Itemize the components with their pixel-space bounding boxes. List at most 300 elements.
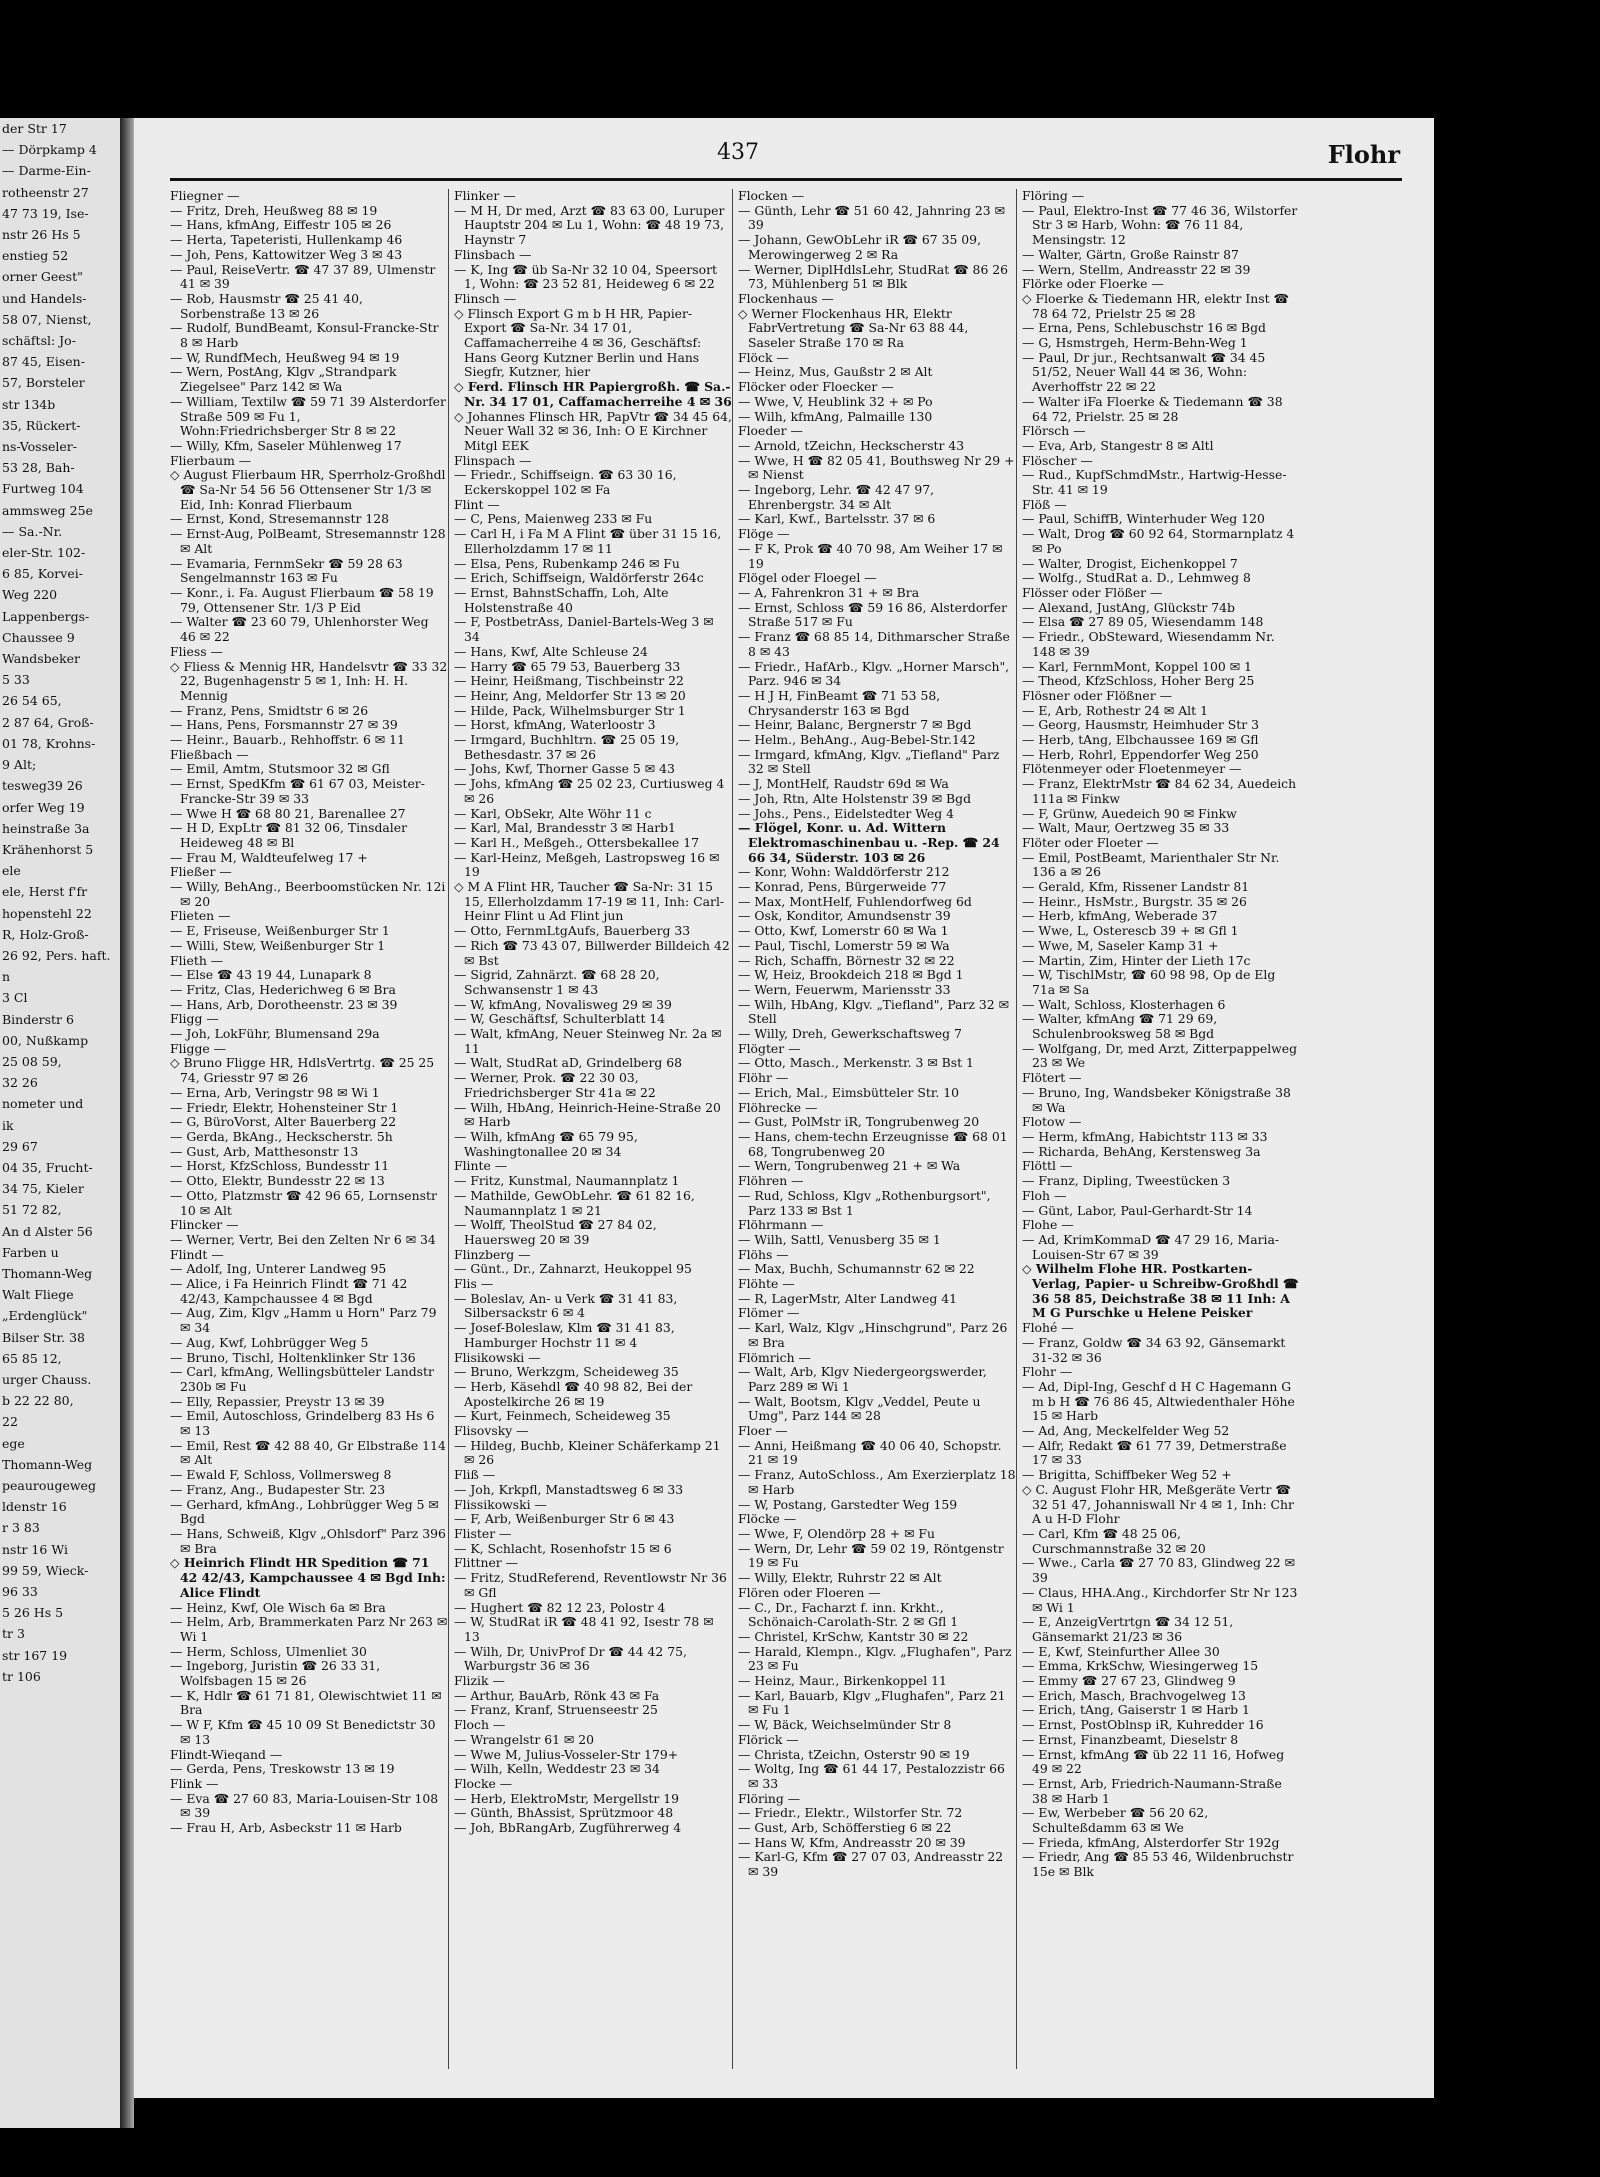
directory-entry: — W, Geschäftsf, Schulterblatt 14 <box>454 1011 666 1027</box>
surname-heading: Flieten — <box>170 908 231 924</box>
margin-fragment: 26 54 65, <box>2 693 62 709</box>
directory-entry: — Walter, kfmAng ☎ 71 29 69, Schulenbrooksweg 58 ✉ Bgd <box>1022 1011 1218 1042</box>
surname-heading: Flinspach — <box>454 452 532 468</box>
directory-entry: — Paul, ReiseVertr. ☎ 47 37 89, Ulmenstr 41 ✉ 39 <box>170 261 436 292</box>
margin-fragment: ammsweg 25e <box>2 502 93 518</box>
directory-entry: — Wwe, L, Osterescb 39 + ✉ Gfl 1 <box>1022 923 1239 939</box>
directory-entry: — Rud., KupfSchmdMstr., Hartwig-Hesse-Str. 41 ✉ 19 <box>1022 467 1287 498</box>
directory-entry: — Willy, BehAng., Beerboomstücken Nr. 12i ✉ 20 <box>170 879 446 909</box>
directory-entry: — Wolfgang, Dr, med Arzt, Zitterpappelweg 23 ✉ We <box>1022 1040 1298 1071</box>
directory-entry: — Wwe., Carla ☎ 27 70 83, Glindweg 22 ✉ 39 <box>1022 1555 1295 1586</box>
directory-entry: — Frau H, Arb, Asbeckstr 11 ✉ Harb <box>170 1820 402 1836</box>
directory-entry: — Heinr, Heißmang, Tischbeinstr 22 <box>454 673 684 689</box>
surname-heading: Flockenhaus — <box>738 290 834 306</box>
surname-heading: Flöcke — <box>738 1511 797 1527</box>
directory-entry: — Ew, Werbeber ☎ 56 20 62, Schulteßdamm 63 ✉ We <box>1022 1805 1209 1836</box>
margin-fragment: nstr 16 Wi <box>2 1541 68 1557</box>
surname-heading: Flohe — <box>1022 1217 1074 1233</box>
margin-fragment: — Sa.-Nr. <box>2 523 63 539</box>
directory-entry: — Ad, Dipl-Ing, Geschf d H C Hagemann G m b H ☎ 76 86 45, Altwiedenthaler Höhe 15 ✉ Harb <box>1022 1378 1295 1424</box>
directory-entry: — Franz, Ang., Budapester Str. 23 <box>170 1481 386 1497</box>
directory-entry: ◇ Flinsch Export G m b H HR, Papier-Export ☎ Sa-Nr. 34 17 01, Caffamacherreihe 4 ✉ 36, Geschäftsf: Hans Georg Kutzner Berlin und Hans Siegfr, Kutzner, hier <box>454 305 702 380</box>
directory-entry: — F, PostbetrAss, Daniel-Bartels-Weg 3 ✉ 34 <box>454 614 714 645</box>
directory-entry: ◇ Heinrich Flindt HR Spedition ☎ 71 42 42/43, Kampchaussee 4 ✉ Bgd Inh: Alice Flindt <box>170 1555 446 1600</box>
directory-entry: — J, MontHelf, Raudstr 69d ✉ Wa <box>738 776 949 792</box>
directory-entry: — Günth, BhAssist, Sprützmoor 48 <box>454 1805 674 1821</box>
directory-entry: — Erich, tAng, Gaiserstr 1 ✉ Harb 1 <box>1022 1702 1250 1718</box>
margin-fragment: 04 35, Frucht- <box>2 1159 93 1175</box>
directory-entry: — Ad, Ang, Meckelfelder Weg 52 <box>1022 1423 1230 1439</box>
margin-fragment: ege <box>2 1435 25 1451</box>
surname-heading: Flörke oder Floerke — <box>1022 276 1164 292</box>
directory-entry: — Ernst, PostOblnsp iR, Kuhredder 16 <box>1022 1717 1264 1733</box>
margin-fragment: 34 75, Kieler <box>2 1181 84 1197</box>
directory-entry: — Hildeg, Buchb, Kleiner Schäferkamp 21 ✉ 26 <box>454 1437 721 1468</box>
surname-heading: Fliegner — <box>170 189 240 203</box>
directory-entry: — Christel, KrSchw, Kantstr 30 ✉ 22 <box>738 1628 969 1644</box>
directory-entry: — Herb, Käsehdl ☎ 40 98 82, Bei der Apostelkirche 26 ✉ 19 <box>454 1378 693 1409</box>
directory-entry: — Otto, Kwf, Lomerstr 60 ✉ Wa 1 <box>738 923 949 939</box>
margin-fragment: 96 33 <box>2 1584 38 1600</box>
margin-fragment: ik <box>2 1117 14 1133</box>
directory-entry: — Helm, Arb, Brammerkaten Parz Nr 263 ✉ Wi 1 <box>170 1614 448 1644</box>
directory-entry: — Hans, Pens, Forsmannstr 27 ✉ 39 <box>170 717 398 733</box>
margin-fragment: 29 67 <box>2 1138 38 1154</box>
directory-entry: — Fritz, StudReferend, Reventlowstr Nr 36 ✉ Gfl <box>454 1570 727 1600</box>
surname-heading: Flöhrmann — <box>738 1217 824 1233</box>
directory-entry: — E, Friseuse, Weißenburger Str 1 <box>170 923 390 939</box>
directory-entry: — Wrangelstr 61 ✉ 20 <box>454 1731 595 1747</box>
surname-heading: Floeder — <box>738 423 803 439</box>
directory-entry: — Eva ☎ 27 60 83, Maria-Louisen-Str 108 ✉ 39 <box>170 1790 439 1821</box>
margin-fragment: 25 08 59, <box>2 1053 62 1069</box>
margin-fragment: 35, Rückert- <box>2 417 81 433</box>
directory-entry: — Franz, AutoSchloss., Am Exerzierplatz 18 ✉ Harb <box>738 1467 1016 1497</box>
margin-fragment: Binderstr 6 <box>2 1011 74 1027</box>
directory-entry: — Ingeborg, Juristin ☎ 26 33 31, Wolfsbagen 15 ✉ 26 <box>170 1658 381 1689</box>
directory-entry: ◇ Fliess & Mennig HR, Handelsvtr ☎ 33 32 22, Bugenhagenstr 5 ✉ 1, Inh: H. H. Mennig <box>170 658 448 703</box>
directory-entry: — Irmgard, kfmAng, Klgv. „Tiefland" Parz 32 ✉ Stell <box>738 746 1000 777</box>
margin-fragment: R, Holz-Groß- <box>2 926 89 942</box>
directory-entry: — C, Pens, Maienweg 233 ✉ Fu <box>454 511 653 527</box>
directory-entry: — Joh, Rtn, Alte Holstenstr 39 ✉ Bgd <box>738 790 972 806</box>
directory-entry: ◇ Wilhelm Flohe HR. Postkarten-Verlag, Papier- u Schreibw-Großhdl ☎ 36 58 85, Deichstraße 38 ✉ 11 Inh: A M G Purschke u Helene Peisker <box>1022 1261 1299 1321</box>
surname-heading: Flöck — <box>738 349 789 365</box>
directory-entry: — Carl, kfmAng, Wellingsbütteler Landstr 230b ✉ Fu <box>170 1364 434 1394</box>
directory-entry: — Wern, Feuerwm, Mariensstr 33 <box>738 981 951 997</box>
margin-fragment: eler-Str. 102- <box>2 545 86 561</box>
directory-entry: — Paul, Tischl, Lomerstr 59 ✉ Wa <box>738 937 950 953</box>
directory-entry: — Ernst, Schloss ☎ 59 16 86, Alsterdorfer Straße 517 ✉ Fu <box>738 599 1008 630</box>
directory-entry: — Alice, i Fa Heinrich Flindt ☎ 71 42 42/43, Kampchaussee 4 ✉ Bgd <box>170 1276 408 1306</box>
directory-entry: — Hilde, Pack, Wilhelmsburger Str 1 <box>454 702 686 718</box>
directory-entry: — K, Ing ☎ üb Sa-Nr 32 10 04, Speersort 1, Wohn: ☎ 23 52 81, Heideweg 6 ✉ 22 <box>454 261 717 292</box>
directory-entry: — Franz, Dipling, Tweestücken 3 <box>1022 1173 1231 1189</box>
directory-entry: — K, Schlacht, Rosenhofstr 15 ✉ 6 <box>454 1540 672 1556</box>
surname-heading: Flösser oder Flößer — <box>1022 584 1163 600</box>
directory-entry: — G, BüroVorst, Alter Bauerberg 22 <box>170 1114 397 1130</box>
directory-entry: — Friedr, Elektr, Hohensteiner Str 1 <box>170 1099 399 1115</box>
directory-entry: — Boleslav, An- u Verk ☎ 31 41 83, Silbersackstr 6 ✉ 4 <box>454 1290 678 1321</box>
surname-heading: Flohé — <box>1022 1320 1074 1336</box>
directory-entry: — W, TischlMstr, ☎ 60 98 98, Op de Elg 71a ✉ Sa <box>1022 967 1276 997</box>
directory-entry: — Herta, Tapeteristi, Hullenkamp 46 <box>170 232 403 248</box>
directory-entry: — Wilh, Sattl, Venusberg 35 ✉ 1 <box>738 1231 941 1247</box>
directory-entry: — Arthur, BauArb, Rönk 43 ✉ Fa <box>454 1687 660 1703</box>
margin-fragment: 47 73 19, Ise- <box>2 205 89 221</box>
margin-fragment: 51 72 82, <box>2 1202 62 1218</box>
directory-entry: — Konr, Wohn: Walddörferstr 212 <box>738 864 950 880</box>
directory-entry: — Irmgard, Buchhltrn. ☎ 25 05 19, Bethesdastr. 37 ✉ 26 <box>454 732 680 762</box>
margin-fragment: orfer Weg 19 <box>2 799 85 815</box>
directory-entry: — Richarda, BehAng, Kerstensweg 3a <box>1022 1143 1261 1159</box>
directory-entry: — Evamaria, FernmSekr ☎ 59 28 63 Sengelmannstr 163 ✉ Fu <box>170 555 403 586</box>
margin-fragment: rotheenstr 27 <box>2 184 89 200</box>
margin-fragment: tr 3 <box>2 1626 25 1642</box>
directory-entry: — Hans, chem-techn Erzeugnisse ☎ 68 01 68, Tongrubenweg 20 <box>738 1129 1008 1159</box>
directory-entry: — Franz, ElektrMstr ☎ 84 62 34, Auedeich 111a ✉ Finkw <box>1022 776 1297 806</box>
margin-fragment: 01 78, Krohns- <box>2 735 96 751</box>
directory-entry: — Ernst, Kond, Stresemannstr 128 <box>170 511 390 527</box>
surname-heading: Flittner — <box>454 1555 519 1571</box>
margin-fragment: 58 07, Nienst, <box>2 311 92 327</box>
margin-fragment: nstr 26 Hs 5 <box>2 227 81 243</box>
directory-entry: — Werner, Vertr, Bei den Zelten Nr 6 ✉ 34 <box>170 1231 436 1247</box>
margin-fragment: str 167 19 <box>2 1647 68 1663</box>
directory-entry: — Claus, HHA.Ang., Kirchdorfer Str Nr 123 ✉ Wi 1 <box>1022 1584 1298 1615</box>
directory-entry: ◇ Johannes Flinsch HR, PapVtr ☎ 34 45 64, Neuer Wall 32 ✉ 36, Inh: O E Kirchner Mitgl EEK <box>454 408 732 453</box>
directory-entry: — Helm., BehAng., Aug-Bebel-Str.142 <box>738 732 976 748</box>
directory-entry: — Herm, Schloss, Ulmenliet 30 <box>170 1643 367 1659</box>
surname-heading: Flotow — <box>1022 1114 1082 1130</box>
directory-entry: — Rud, Schloss, Klgv „Rothenburgsort", Parz 133 ✉ Bst 1 <box>738 1187 991 1218</box>
margin-fragment: 32 26 <box>2 1075 38 1091</box>
directory-entry: — Heinz, Mus, Gaußstr 2 ✉ Alt <box>738 364 933 380</box>
directory-entry: — Wilh, kfmAng ☎ 65 79 95, Washingtonallee 20 ✉ 34 <box>454 1129 638 1159</box>
directory-entry: — Werner, DiplHdlsLehr, StudRat ☎ 86 26 73, Mühlenberg 51 ✉ Blk <box>738 261 1009 292</box>
directory-entry: — Ernst, Arb, Friedrich-Naumann-Straße 38 ✉ Harb 1 <box>1022 1775 1282 1806</box>
directory-entry: — Karl-G, Kfm ☎ 27 07 03, Andreasstr 22 ✉ 39 <box>738 1849 1004 1880</box>
directory-entry: — Frau M, Waldteufelweg 17 + <box>170 849 368 865</box>
directory-entry: — F, Arb, Weißenburger Str 6 ✉ 43 <box>454 1511 675 1527</box>
surname-heading: Flöhte — <box>738 1276 795 1292</box>
margin-fragment: — Dörpkamp 4 <box>2 142 97 158</box>
directory-entry: — Paul, Dr jur., Rechtsanwalt ☎ 34 45 51/52, Neuer Wall 44 ✉ 36, Wohn: Averhoffstr 22 ✉ 22 <box>1022 349 1266 395</box>
surname-heading: Flindt-Wieqand — <box>170 1746 283 1762</box>
directory-entry: — Karl, Kwf., Bartelsstr. 37 ✉ 6 <box>738 511 936 527</box>
directory-entry: — Wern, PostAng, Klgv „Strandpark Ziegelsee" Parz 142 ✉ Wa <box>170 364 397 395</box>
directory-entry: — Johs., Pens., Eidelstedter Weg 4 <box>738 805 955 821</box>
directory-entry: — Brigitta, Schiffbeker Weg 52 + <box>1022 1467 1232 1483</box>
directory-entry: — Johs, kfmAng ☎ 25 02 23, Curtiusweg 4 ✉ 26 <box>454 776 725 806</box>
directory-entry: — Emil, Autoschloss, Grindelberg 83 Hs 6 ✉ 13 <box>170 1408 435 1439</box>
directory-entry: — Rudolf, BundBeamt, Konsul-Francke-Str 8 ✉ Harb <box>170 320 439 351</box>
margin-fragment: 99 59, Wieck- <box>2 1562 89 1578</box>
directory-entry: — Walter iFa Floerke & Tiedemann ☎ 38 64 72, Prielstr. 25 ✉ 28 <box>1022 393 1283 424</box>
page-number: 437 <box>717 140 759 165</box>
directory-entry: — Heinr, Ang, Meldorfer Str 13 ✉ 20 <box>454 687 686 703</box>
adjacent-page-strip <box>0 118 120 2128</box>
catchword-header: Flohr <box>1327 140 1400 169</box>
surname-heading: Flieth — <box>170 952 224 968</box>
surname-heading: Flömrich — <box>738 1349 811 1365</box>
surname-heading: Flindt — <box>170 1246 224 1262</box>
column-divider <box>1016 189 1017 2069</box>
margin-fragment: tr 106 <box>2 1668 41 1684</box>
directory-entry: — H J H, FinBeamt ☎ 71 53 58, Chrysanderstr 163 ✉ Bgd <box>738 687 941 718</box>
directory-entry: — Osk, Konditor, Amundsenstr 39 <box>738 908 951 924</box>
directory-entry: — F K, Prok ☎ 40 70 98, Am Weiher 17 ✉ 19 <box>738 540 1003 571</box>
directory-entry: — Max, MontHelf, Fuhlendorfweg 6d <box>738 893 972 909</box>
directory-entry: — Else ☎ 43 19 44, Lunapark 8 <box>170 967 372 983</box>
directory-entry: — Willy, Elektr, Ruhrstr 22 ✉ Alt <box>738 1570 942 1586</box>
directory-entry: — Horst, kfmAng, Waterloostr 3 <box>454 717 656 733</box>
directory-entry: — Emil, PostBeamt, Marienthaler Str Nr. 136 a ✉ 26 <box>1022 849 1280 880</box>
directory-entry: — Heinr, Balanc, Bergnerstr 7 ✉ Bgd <box>738 717 972 733</box>
surname-heading: Flint — <box>454 496 500 512</box>
margin-fragment: 2 87 64, Groß- <box>2 714 94 730</box>
directory-entry: — Fritz, Dreh, Heußweg 88 ✉ 19 <box>170 202 378 218</box>
margin-fragment: Krähenhorst 5 <box>2 841 94 857</box>
margin-fragment: ldenstr 16 <box>2 1499 67 1515</box>
surname-heading: Fligge — <box>170 1040 227 1056</box>
directory-entry: — Gust, Arb, Matthesonstr 13 <box>170 1143 359 1159</box>
margin-fragment: schäftsl: Jo- <box>2 333 76 349</box>
surname-heading: Fliess — <box>170 643 223 659</box>
margin-fragment: 6 85, Korvei- <box>2 566 83 582</box>
directory-entry: — Günt, Labor, Paul-Gerhardt-Str 14 <box>1022 1202 1253 1218</box>
margin-fragment: Farben u <box>2 1244 59 1260</box>
margin-fragment: Thomann-Weg <box>2 1456 93 1472</box>
directory-entry: — Wwe, F, Olendörp 28 + ✉ Fu <box>738 1525 935 1541</box>
directory-entry: — Christa, tZeichn, Osterstr 90 ✉ 19 <box>738 1746 970 1762</box>
directory-entry: — Erich, Schiffseign, Waldörferstr 264c <box>454 570 704 586</box>
directory-entry: — Wwe M, Julius-Vosseler-Str 179+ <box>454 1746 679 1762</box>
surname-heading: Flincker — <box>170 1217 239 1233</box>
directory-entry: — Gerda, BkAng., Heckscherstr. 5h <box>170 1129 393 1144</box>
directory-entry: — Joh, Krkpfl, Manstadtsweg 6 ✉ 33 <box>454 1481 684 1497</box>
directory-entry: — Günth, Lehr ☎ 51 60 42, Jahnring 23 ✉ 39 <box>738 202 1005 233</box>
directory-entry: — Hans, kfmAng, Eiffestr 105 ✉ 26 <box>170 217 392 233</box>
directory-entry: — Johs, Kwf, Thorner Gasse 5 ✉ 43 <box>454 761 675 777</box>
surname-heading: Flöter oder Floeter — <box>1022 834 1159 850</box>
directory-entry: — Aug, Kwf, Lohbrügger Weg 5 <box>170 1334 369 1350</box>
margin-fragment: 53 28, Bah- <box>2 460 75 476</box>
directory-entry: — Walter, Drogist, Eichenkoppel 7 <box>1022 555 1238 571</box>
surname-heading: Flötenmeyer oder Floetenmeyer — <box>1022 761 1242 777</box>
directory-entry: ◇ August Flierbaum HR, Sperrholz-Großhdl ☎ Sa-Nr 54 56 56 Ottensener Str 1/3 ✉ Eid, Inh: Konrad Flierbaum <box>170 467 446 512</box>
directory-entry: ◇ Ferd. Flinsch HR Papiergroßh. ☎ Sa.-Nr. 34 17 01, Caffamacherreihe 4 ✉ 36 <box>454 379 732 409</box>
directory-entry: — W, Postang, Garstedter Weg 159 <box>738 1496 958 1512</box>
directory-entry: — Karl, Bauarb, Klgv „Flughafen", Parz 21 ✉ Fu 1 <box>738 1687 1006 1718</box>
directory-entry: — Rich, Schaffn, Börnestr 32 ✉ 22 <box>738 952 955 968</box>
directory-entry: — Karl, Mal, Brandesstr 3 ✉ Harb1 <box>454 820 676 836</box>
margin-fragment: urger Chauss. <box>2 1371 92 1387</box>
surname-heading: Flohr — <box>1022 1364 1073 1380</box>
surname-heading: Flöge — <box>738 526 790 542</box>
directory-entry: — Friedr., Elektr., Wilstorfer Str. 72 <box>738 1805 963 1821</box>
surname-heading: Flöttl — <box>1022 1158 1073 1174</box>
surname-heading: Flocke — <box>454 1775 513 1791</box>
margin-fragment: ns-Vosseler- <box>2 439 78 455</box>
margin-fragment: ele, Herst f'fr <box>2 884 88 900</box>
directory-entry: — Walt, Drog ☎ 60 92 64, Stormarnplatz 4 ✉ Po <box>1022 526 1295 556</box>
column-1 <box>170 189 448 2089</box>
directory-entry: — Emma, KrkSchw, Wiesingerweg 15 <box>1022 1658 1259 1674</box>
directory-entry: — Franz, Pens, Smidtstr 6 ✉ 26 <box>170 702 369 718</box>
directory-entry: — Elly, Repassier, Preystr 13 ✉ 39 <box>170 1393 385 1409</box>
directory-entry: — Joh, LokFühr, Blumensand 29a <box>170 1026 380 1042</box>
directory-entry: — Franz, Goldw ☎ 34 63 92, Gänsemarkt 31-32 ✉ 36 <box>1022 1334 1286 1365</box>
directory-entry: — Erna, Arb, Veringstr 98 ✉ Wi 1 <box>170 1084 380 1100</box>
directory-entry: — Walter ☎ 23 60 79, Uhlenhorster Weg 46 ✉ 22 <box>170 614 429 645</box>
surname-heading: Flinsch — <box>454 290 517 306</box>
book-gutter <box>120 118 134 2128</box>
directory-entry: — Wilh, kfmAng, Palmaille 130 <box>738 408 933 424</box>
directory-entry: — Erna, Pens, Schlebuschstr 16 ✉ Bgd <box>1022 320 1266 336</box>
directory-entry: — Wolff, TheolStud ☎ 27 84 02, Hauersweg 20 ✉ 39 <box>454 1217 657 1247</box>
directory-entry: — Konrad, Pens, Bürgerweide 77 <box>738 879 947 895</box>
margin-fragment: Weg 220 <box>2 587 58 603</box>
directory-entry: — Kurt, Feinmech, Scheideweg 35 <box>454 1408 671 1424</box>
column-2 <box>454 189 732 2089</box>
directory-entry: — Herb, kfmAng, Weberade 37 <box>1022 908 1218 924</box>
directory-entry: — Aug, Zim, Klgv „Hamm u Horn" Parz 79 ✉ 34 <box>170 1305 437 1336</box>
margin-fragment: enstieg 52 <box>2 248 69 264</box>
surname-heading: Flocken — <box>738 189 805 203</box>
directory-entry: — Anni, Heißmang ☎ 40 06 40, Schopstr. 21 ✉ 19 <box>738 1437 1002 1468</box>
directory-entry: — Ernst, kfmAng ☎ üb 22 11 16, Hofweg 49 ✉ 22 <box>1022 1746 1285 1777</box>
directory-entry: — Gerhard, kfmAng., Lohbrügger Weg 5 ✉ Bgd <box>170 1496 439 1527</box>
directory-entry: — E, Kwf, Steinfurther Allee 30 <box>1022 1643 1220 1659</box>
margin-fragment: peaurougeweg <box>2 1478 96 1493</box>
directory-entry: — Heinr., HsMstr., Burgstr. 35 ✉ 26 <box>1022 893 1247 909</box>
directory-entry: — Carl H, i Fa M A Flint ☎ über 31 15 16, Ellerholzdamm 17 ✉ 11 <box>454 526 722 556</box>
margin-fragment: str 134b <box>2 396 56 412</box>
directory-entry: — W, Heiz, Brookdeich 218 ✉ Bgd 1 <box>738 967 964 983</box>
surname-heading: Fließbach — <box>170 746 249 762</box>
directory-entry: — W, RundfMech, Heußweg 94 ✉ 19 <box>170 349 400 365</box>
directory-entry: — Ingeborg, Lehr. ☎ 42 47 97, Ehrenbergstr. 34 ✉ Alt <box>738 482 935 512</box>
header-rule <box>170 178 1402 181</box>
surname-heading: Fligg — <box>170 1011 219 1027</box>
directory-entry: — Heinz, Kwf, Ole Wisch 6a ✉ Bra <box>170 1599 386 1615</box>
directory-entry: — Gust, PolMstr iR, Tongrubenweg 20 <box>738 1114 980 1130</box>
directory-entry: ◇ Werner Flockenhaus HR, Elektr FabrVertretung ☎ Sa-Nr 63 88 44, Saseler Straße 170 ✉ Ra <box>738 305 969 351</box>
surname-heading: Flötert — <box>1022 1070 1082 1086</box>
directory-entry: — Elsa ☎ 27 89 05, Wiesendamm 148 <box>1022 614 1264 630</box>
directory-entry: — Karl-Heinz, Meßgeh, Lastropsweg 16 ✉ 19 <box>454 849 720 880</box>
surname-heading: Flömer — <box>738 1305 800 1321</box>
directory-entry: — Bruno, Tischl, Holtenklinker Str 136 <box>170 1349 416 1365</box>
directory-entry: — Karl, Walz, Klgv „Hinschgrund", Parz 26 ✉ Bra <box>738 1320 1008 1350</box>
directory-entry: — Herb, ElektroMstr, Mergellstr 19 <box>454 1790 679 1806</box>
margin-fragment: 3 Cl <box>2 990 28 1006</box>
margin-fragment: n <box>2 969 11 985</box>
directory-entry: — K, Hdlr ☎ 61 71 81, Olewischtwiet 11 ✉ Bra <box>170 1687 442 1718</box>
directory-entry: — Rich ☎ 73 43 07, Billwerder Billdeich 42 ✉ Bst <box>454 937 730 968</box>
directory-entry: — Walt, Maur, Oertzweg 35 ✉ 33 <box>1022 820 1230 836</box>
directory-entry: — Eva, Arb, Stangestr 8 ✉ Altl <box>1022 437 1214 453</box>
margin-fragment: der Str 17 <box>2 121 67 136</box>
directory-entry: — Mathilde, GewObLehr. ☎ 61 82 16, Naumannplatz 1 ✉ 21 <box>454 1187 695 1218</box>
directory-entry: — Gerda, Pens, Treskowstr 13 ✉ 19 <box>170 1761 395 1777</box>
directory-entry: — Harald, Klempn., Klgv. „Flughafen", Parz 23 ✉ Fu <box>738 1643 1012 1674</box>
margin-fragment: 26 92, Pers. haft. <box>2 947 111 963</box>
directory-entry: — R, LagerMstr, Alter Landweg 41 <box>738 1290 957 1306</box>
directory-entry: — Arnold, tZeichn, Heckscherstr 43 <box>738 437 965 453</box>
directory-entry: — Max, Buchh, Schumannstr 62 ✉ 22 <box>738 1261 975 1277</box>
margin-fragment: r 3 83 <box>2 1520 40 1536</box>
directory-entry: — Wilh, HbAng, Klgv. „Tiefland", Parz 32 ✉ Stell <box>738 996 1009 1027</box>
directory-entry: — Wilh, HbAng, Heinrich-Heine-Straße 20 ✉ Harb <box>454 1099 721 1130</box>
directory-entry: — Woltg, Ing ☎ 61 44 17, Pestalozzistr 66 ✉ 33 <box>738 1761 1005 1791</box>
directory-entry: — Walt, Schloss, Klosterhagen 6 <box>1022 996 1226 1012</box>
directory-entry: ◇ M A Flint HR, Taucher ☎ Sa-Nr: 31 15 15, Ellerholzdamm 17-19 ✉ 11, Inh: Carl-Heinr Flint u Ad Flint jun <box>454 879 725 924</box>
directory-entry: — Walt, Bootsm, Klgv „Veddel, Peute u Umg", Parz 144 ✉ 28 <box>738 1393 981 1424</box>
margin-fragment: Chaussee 9 <box>2 629 75 645</box>
directory-entry: — Rob, Hausmstr ☎ 25 41 40, Sorbenstraße 13 ✉ 26 <box>170 290 363 321</box>
directory-entry: — Walt, StudRat aD, Grindelberg 68 <box>454 1055 683 1071</box>
directory-entry: — Flögel, Konr. u. Ad. Wittern Elektromaschinenbau u. -Rep. ☎ 24 66 34, Süderstr. 103 ✉ 26 <box>738 820 1000 865</box>
margin-fragment: Walt Fliege <box>2 1287 74 1303</box>
directory-entry: — Alfr, Redakt ☎ 61 77 39, Detmerstraße 17 ✉ 33 <box>1022 1437 1287 1468</box>
directory-entry: — Johann, GewObLehr iR ☎ 67 35 09, Merowingerweg 2 ✉ Ra <box>738 232 982 262</box>
directory-entry: — Ernst, SpedKfm ☎ 61 67 03, Meister-Francke-Str 39 ✉ 33 <box>170 776 425 806</box>
margin-fragment: und Handels- <box>2 290 87 306</box>
directory-entry: — William, Textilw ☎ 59 71 39 Alsterdorfer Straße 509 ✉ Fu 1, Wohn:Friedrichsberger Str 8 ✉ 22 <box>170 393 446 439</box>
directory-entry: — Sigrid, Zahnärzt. ☎ 68 28 20, Schwansenstr 1 ✉ 43 <box>454 967 660 997</box>
surname-heading: Flöscher — <box>1022 452 1093 468</box>
directory-entry: — Friedr., HafArb., Klgv. „Horner Marsch", Parz. 946 ✉ 34 <box>738 658 1010 689</box>
directory-entry: — Hughert ☎ 82 12 23, Polostr 4 <box>454 1599 666 1615</box>
margin-fragment: heinstraße 3a <box>2 820 90 836</box>
directory-entry: — M H, Dr med, Arzt ☎ 83 63 00, Luruper Hauptstr 204 ✉ Lu 1, Wohn: ☎ 48 19 73, Haynstr 7 <box>454 202 725 248</box>
directory-entry: — Wern, Tongrubenweg 21 + ✉ Wa <box>738 1158 961 1174</box>
directory-entry: — Paul, Elektro-Inst ☎ 77 46 36, Wilstorfer Str 3 ✉ Harb, Wohn: ☎ 76 11 84, Mensingstr. 12 <box>1022 202 1298 248</box>
margin-fragment: 5 26 Hs 5 <box>2 1605 64 1621</box>
column-4 <box>1022 189 1300 2089</box>
directory-entry: — Karl, FernmMont, Koppel 100 ✉ 1 <box>1022 658 1252 674</box>
directory-entry: — E, AnzeigVertrtgn ☎ 34 12 51, Gänsemarkt 21/23 ✉ 36 <box>1022 1614 1234 1644</box>
directory-entry: — Otto, Masch., Merkenstr. 3 ✉ Bst 1 <box>738 1055 974 1071</box>
directory-entry: ◇ Bruno Fligge HR, HdlsVertrtg. ☎ 25 25 74, Griesstr 97 ✉ 26 <box>170 1055 435 1086</box>
directory-entry: — Theod, KfzSchloss, Hoher Berg 25 <box>1022 673 1255 689</box>
directory-entry: — Ernst, Finanzbeamt, Dieselstr 8 <box>1022 1731 1239 1747</box>
margin-fragment: ele <box>2 863 21 879</box>
directory-entry: — Friedr., Schiffseign. ☎ 63 30 16, Eckerskoppel 102 ✉ Fa <box>454 467 677 498</box>
directory-entry: — Werner, Prok. ☎ 22 30 03, Friedrichsberger Str 41a ✉ 22 <box>454 1070 656 1100</box>
directory-entry: — Josef-Boleslaw, Klm ☎ 31 41 83, Hamburger Hochstr 11 ✉ 4 <box>454 1320 675 1350</box>
directory-entry: — Martin, Zim, Hinter der Lieth 17c <box>1022 952 1251 968</box>
directory-entry: — A, Fahrenkron 31 + ✉ Bra <box>738 584 920 600</box>
directory-entry: — Heinz, Maur., Birkenkoppel 11 <box>738 1673 947 1689</box>
margin-fragment: — Darme-Ein- <box>2 163 91 179</box>
directory-entry: — Heinr., Bauarb., Rehhoffstr. 6 ✉ 11 <box>170 732 405 748</box>
surname-heading: Flink — <box>170 1775 219 1791</box>
directory-entry: — Bruno, Ing, Wandsbeker Königstraße 38 ✉ Wa <box>1022 1084 1291 1115</box>
directory-entry: — C., Dr., Facharzt f. inn. Krkht., Schönaich-Carolath-Str. 2 ✉ Gfl 1 <box>738 1599 959 1630</box>
directory-entry: — Walt, Arb, Klgv Niedergeorgswerder, Parz 289 ✉ Wi 1 <box>738 1364 987 1394</box>
directory-entry: ◇ Floerke & Tiedemann HR, elektr Inst ☎ 78 64 72, Prielstr 25 ✉ 28 <box>1022 290 1289 321</box>
directory-entry: — Gust, Arb, Schöfferstieg 6 ✉ 22 <box>738 1820 952 1836</box>
directory-entry: — Horst, KfzSchloss, Bundesstr 11 <box>170 1158 390 1174</box>
directory-entry: — W F, Kfm ☎ 45 10 09 St Benedictstr 30 ✉ 13 <box>170 1717 436 1747</box>
directory-entry: — Ad, KrimKommaD ☎ 47 29 16, Maria-Louisen-Str 67 ✉ 39 <box>1022 1231 1280 1262</box>
directory-entry: — Hans, Schweiß, Klgv „Ohlsdorf" Parz 396 ✉ Bra <box>170 1525 446 1556</box>
directory-entry: — Karl, ObSekr, Alte Wöhr 11 c <box>454 805 652 821</box>
directory-entry: — W, kfmAng, Novalisweg 29 ✉ 39 <box>454 996 672 1012</box>
